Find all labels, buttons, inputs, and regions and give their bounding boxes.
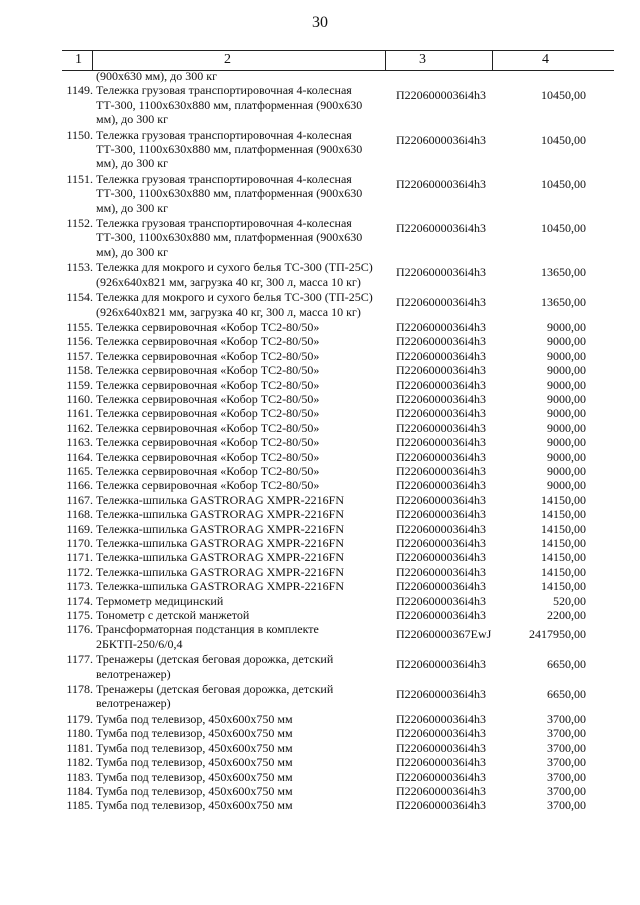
row-code: П2206000036i4h3 <box>396 550 486 565</box>
table-row <box>0 464 640 478</box>
row-description: Термометр медицинский <box>96 593 224 608</box>
continuation-text: (900x630 мм), до 300 кг <box>96 69 218 83</box>
table-row <box>0 726 640 740</box>
table-row <box>0 363 640 377</box>
row-price: 14150,00 <box>541 564 586 579</box>
row-code: П2206000036i4h3 <box>396 176 486 191</box>
table-row <box>0 522 640 536</box>
row-code: П2206000036i4h3 <box>396 319 486 334</box>
table-row <box>0 320 640 334</box>
row-price: 9000,00 <box>547 435 586 450</box>
row-price: 2200,00 <box>547 608 586 623</box>
row-description: Тележка сервировочная «Кобор ТС2-80/50» <box>96 363 320 378</box>
table-row <box>0 406 640 420</box>
row-number: 1163. <box>66 435 93 450</box>
table-body <box>0 69 640 813</box>
row-description: Тележка сервировочная «Кобор ТС2-80/50» <box>96 435 320 450</box>
row-code: П2206000036i4h3 <box>396 687 486 702</box>
row-price: 10450,00 <box>541 176 586 191</box>
table-row <box>0 798 640 812</box>
row-description: Тележка-шпилька GASTRORAG XMPR-2216FN <box>96 521 344 536</box>
row-number: 1149. <box>66 83 93 98</box>
row-price: 10450,00 <box>541 88 586 103</box>
table-row <box>0 493 640 507</box>
row-price: 3700,00 <box>547 755 586 770</box>
table-row <box>0 378 640 392</box>
row-number: 1185. <box>66 798 93 813</box>
row-code: П2206000036i4h3 <box>396 132 486 147</box>
table-row <box>0 682 640 712</box>
header-col-4: 4 <box>542 52 549 67</box>
row-number: 1175. <box>66 608 93 623</box>
row-price: 3700,00 <box>547 726 586 741</box>
row-description: Тумба под телевизор, 450x600x750 мм <box>96 783 293 798</box>
row-code: П2206000036i4h3 <box>396 449 486 464</box>
row-number: 1162. <box>66 420 93 435</box>
row-price: 9000,00 <box>547 377 586 392</box>
row-code: П2206000036i4h3 <box>396 507 486 522</box>
row-price: 9000,00 <box>547 391 586 406</box>
table-row <box>0 741 640 755</box>
row-price: 14150,00 <box>541 536 586 550</box>
table-row <box>0 594 640 608</box>
row-code: П2206000036i4h3 <box>396 564 486 579</box>
row-description: Тренажеры (детская беговая дорожка, детский велотренажер) <box>96 682 334 711</box>
row-description: Тележка сервировочная «Кобор ТС2-80/50» <box>96 334 320 349</box>
row-code: П2206000036i4h3 <box>396 657 486 672</box>
row-number: 1154. <box>66 290 93 305</box>
row-price: 3700,00 <box>547 711 586 726</box>
row-number: 1173. <box>66 579 93 594</box>
row-number: 1152. <box>66 216 93 231</box>
row-price: 14150,00 <box>541 492 586 507</box>
header-col-3: 3 <box>419 52 426 67</box>
row-description: Тележка-шпилька GASTRORAG XMPR-2216FN <box>96 507 344 522</box>
row-price: 2417950,00 <box>529 627 586 642</box>
row-description: Тележка-шпилька GASTRORAG XMPR-2216FN <box>96 492 344 507</box>
row-code: П2206000036i4h3 <box>396 420 486 435</box>
row-code: П2206000036i4h3 <box>396 363 486 378</box>
row-price: 9000,00 <box>547 449 586 464</box>
row-price: 14150,00 <box>541 507 586 522</box>
table-row <box>0 579 640 593</box>
row-code: П2206000036i4h3 <box>396 295 486 310</box>
row-description: Тележка сервировочная «Кобор ТС2-80/50» <box>96 319 320 334</box>
table-row <box>0 536 640 550</box>
row-number: 1176. <box>66 622 93 637</box>
row-number: 1159. <box>66 377 93 392</box>
row-code: П2206000036i4h3 <box>396 221 486 236</box>
row-number: 1151. <box>66 171 93 186</box>
row-code: П2206000036i4h3 <box>396 88 486 103</box>
row-number: 1182. <box>66 755 93 770</box>
row-number: 1183. <box>66 769 93 784</box>
row-description: Тележка сервировочная «Кобор ТС2-80/50» <box>96 377 320 392</box>
row-code: П2206000036i4h3 <box>396 391 486 406</box>
row-number: 1170. <box>66 536 93 550</box>
row-price: 6650,00 <box>547 657 586 672</box>
row-code: П2206000036i4h3 <box>396 593 486 608</box>
row-number: 1160. <box>66 391 93 406</box>
row-price: 9000,00 <box>547 363 586 378</box>
row-code: П2206000036i4h3 <box>396 348 486 363</box>
row-price: 9000,00 <box>547 420 586 435</box>
row-code: П2206000036i4h3 <box>396 783 486 798</box>
row-code: П2206000036i4h3 <box>396 579 486 594</box>
row-price: 14150,00 <box>541 521 586 536</box>
row-number: 1150. <box>66 127 93 142</box>
row-price: 6650,00 <box>547 687 586 702</box>
row-number: 1180. <box>66 726 93 741</box>
row-price: 3700,00 <box>547 769 586 784</box>
table-row <box>0 565 640 579</box>
row-description: Тележка-шпилька GASTRORAG XMPR-2216FN <box>96 536 344 550</box>
row-price: 9000,00 <box>547 478 586 493</box>
row-code: П2206000036i4h3 <box>396 755 486 770</box>
row-number: 1166. <box>66 478 93 493</box>
row-code: П2206000036i4h3 <box>396 478 486 493</box>
row-description: Тренажеры (детская беговая дорожка, детский велотренажер) <box>96 652 334 681</box>
row-number: 1153. <box>66 260 93 275</box>
row-description: Тумба под телевизор, 450x600x750 мм <box>96 798 293 813</box>
row-price: 9000,00 <box>547 348 586 363</box>
table-row <box>0 392 640 406</box>
row-number: 1168. <box>66 507 93 522</box>
row-number: 1169. <box>66 521 93 536</box>
row-code: П2206000036i4h3 <box>396 406 486 421</box>
row-code: П2206000036i4h3 <box>396 798 486 813</box>
row-description: Тележка сервировочная «Кобор ТС2-80/50» <box>96 478 320 493</box>
row-price: 9000,00 <box>547 406 586 421</box>
table-row <box>0 478 640 492</box>
row-description: Тумба под телевизор, 450x600x750 мм <box>96 711 293 726</box>
row-price: 10450,00 <box>541 221 586 236</box>
row-price: 14150,00 <box>541 579 586 594</box>
table-row <box>0 608 640 622</box>
table-row <box>0 260 640 290</box>
row-description: Тележка для мокрого и сухого белья ТС-300 (ТП-25С) (926x640x821 мм, загрузка 40 кг, 300 л, масса 10 кг) <box>96 260 373 289</box>
row-code: П2206000036i4h3 <box>396 536 486 550</box>
row-price: 14150,00 <box>541 550 586 565</box>
table-row <box>0 216 640 260</box>
row-code: П2206000036i4h3 <box>396 265 486 280</box>
row-description: Тумба под телевизор, 450x600x750 мм <box>96 726 293 741</box>
row-number: 1157. <box>66 348 93 363</box>
row-number: 1177. <box>66 652 93 667</box>
table-row <box>0 334 640 348</box>
row-number: 1171. <box>66 550 93 565</box>
row-description: Тележка сервировочная «Кобор ТС2-80/50» <box>96 420 320 435</box>
row-code: П2206000036i4h3 <box>396 521 486 536</box>
row-code: П2206000036i4h3 <box>396 711 486 726</box>
row-description: Тонометр с детской манжетой <box>96 608 250 623</box>
row-description: Тележка грузовая транспортировочная 4-колесная ТТ-300, 1100x630x880 мм, платформенная (900x630 мм), до 300 кг <box>96 216 363 259</box>
row-description: Тележка-шпилька GASTRORAG XMPR-2216FN <box>96 579 344 594</box>
table-row <box>0 755 640 769</box>
row-number: 1161. <box>66 406 93 421</box>
row-description: Тележка для мокрого и сухого белья ТС-300 (ТП-25С) (926x640x821 мм, загрузка 40 кг, 300 л, масса 10 кг) <box>96 290 373 319</box>
header-col-1: 1 <box>75 52 82 67</box>
row-description: Тележка-шпилька GASTRORAG XMPR-2216FN <box>96 564 344 579</box>
table-row <box>0 652 640 682</box>
row-description: Тележка грузовая транспортировочная 4-колесная ТТ-300, 1100x630x880 мм, платформенная (900x630 мм), до 300 кг <box>96 83 363 127</box>
row-code: П2206000036i4h3 <box>396 334 486 349</box>
row-number: 1167. <box>66 492 93 507</box>
row-price: 10450,00 <box>541 132 586 147</box>
row-description: Тележка грузовая транспортировочная 4-колесная ТТ-300, 1100x630x880 мм, платформенная (900x630 мм), до 300 кг <box>96 127 363 171</box>
row-number: 1158. <box>66 363 93 378</box>
header-divider <box>385 51 386 70</box>
table-row <box>0 712 640 726</box>
row-number: 1164. <box>66 449 93 464</box>
row-description: Трансформаторная подстанция в комплекте 2БКТП-250/6/0,4 <box>96 622 319 651</box>
continuation-row <box>0 69 640 83</box>
table-row <box>0 770 640 784</box>
row-description: Тумба под телевизор, 450x600x750 мм <box>96 769 293 784</box>
header-col-2: 2 <box>224 52 231 67</box>
row-number: 1165. <box>66 463 93 478</box>
row-number: 1155. <box>66 319 93 334</box>
row-description: Тележка грузовая транспортировочная 4-колесная ТТ-300, 1100x630x880 мм, платформенная (900x630 мм), до 300 кг <box>96 171 363 215</box>
row-number: 1181. <box>66 740 93 755</box>
row-code: П2206000036i4h3 <box>396 377 486 392</box>
row-number: 1174. <box>66 593 93 608</box>
table-row <box>0 349 640 363</box>
row-description: Тумба под телевизор, 450x600x750 мм <box>96 740 293 755</box>
table-row <box>0 450 640 464</box>
row-price: 13650,00 <box>541 295 586 310</box>
table-row <box>0 290 640 320</box>
table-row <box>0 550 640 564</box>
row-number: 1172. <box>66 564 93 579</box>
table-row <box>0 128 640 172</box>
row-price: 3700,00 <box>547 740 586 755</box>
row-price: 13650,00 <box>541 265 586 280</box>
row-price: 9000,00 <box>547 319 586 334</box>
row-code: П2206000036i4h3 <box>396 608 486 623</box>
row-code: П2206000036i4h3 <box>396 769 486 784</box>
row-code: П22060000367EwJ <box>396 627 492 642</box>
row-price: 520,00 <box>553 593 586 608</box>
table-row <box>0 784 640 798</box>
row-description: Тележка-шпилька GASTRORAG XMPR-2216FN <box>96 550 344 565</box>
row-price: 3700,00 <box>547 783 586 798</box>
table-row <box>0 507 640 521</box>
table-row <box>0 435 640 449</box>
row-code: П2206000036i4h3 <box>396 463 486 478</box>
table-header <box>62 50 614 71</box>
header-divider <box>92 51 93 70</box>
table-row <box>0 83 640 127</box>
row-price: 3700,00 <box>547 798 586 813</box>
row-number: 1178. <box>66 682 93 697</box>
row-description: Тумба под телевизор, 450x600x750 мм <box>96 755 293 770</box>
header-divider <box>492 51 493 70</box>
row-code: П2206000036i4h3 <box>396 492 486 507</box>
row-description: Тележка сервировочная «Кобор ТС2-80/50» <box>96 391 320 406</box>
row-description: Тележка сервировочная «Кобор ТС2-80/50» <box>96 348 320 363</box>
table-row <box>0 622 640 652</box>
row-price: 9000,00 <box>547 334 586 349</box>
row-code: П2206000036i4h3 <box>396 726 486 741</box>
row-number: 1156. <box>66 334 93 349</box>
row-code: П2206000036i4h3 <box>396 740 486 755</box>
table-row <box>0 421 640 435</box>
row-number: 1184. <box>66 783 93 798</box>
row-code: П2206000036i4h3 <box>396 435 486 450</box>
row-description: Тележка сервировочная «Кобор ТС2-80/50» <box>96 406 320 421</box>
row-description: Тележка сервировочная «Кобор ТС2-80/50» <box>96 463 320 478</box>
row-description: Тележка сервировочная «Кобор ТС2-80/50» <box>96 449 320 464</box>
table-row <box>0 172 640 216</box>
row-number: 1179. <box>66 711 93 726</box>
row-price: 9000,00 <box>547 463 586 478</box>
page-number: 30 <box>312 14 328 31</box>
